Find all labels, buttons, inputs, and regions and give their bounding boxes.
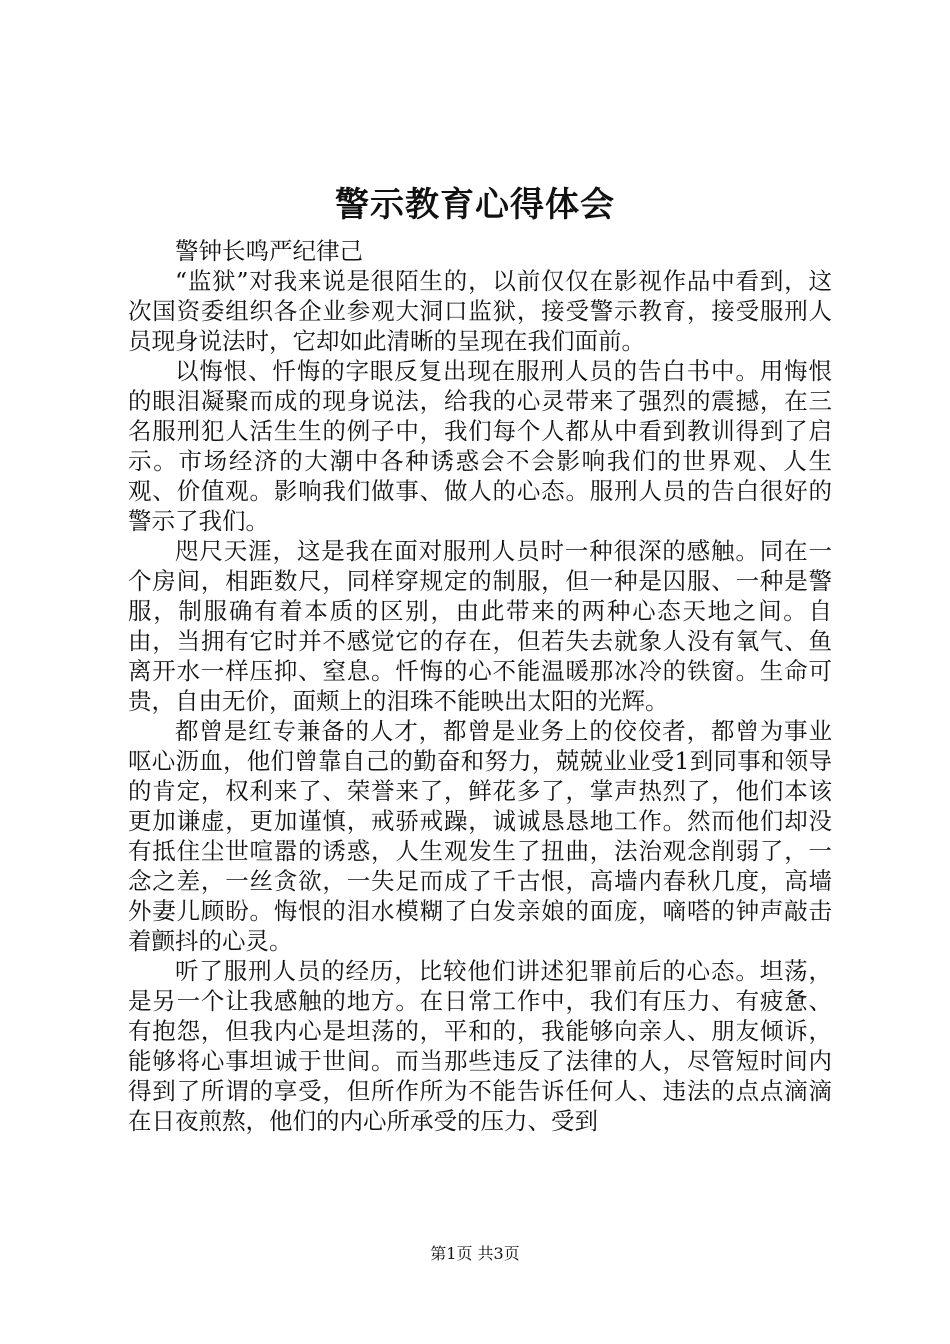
page-footer bbox=[0, 1242, 950, 1266]
document-body bbox=[128, 236, 832, 1136]
document-title: 警示教育心得体会 bbox=[335, 185, 615, 225]
paragraph-1: “监狱”对我来说是很陌生的，以前仅仅在影视作品中看到，这次国资委组织各企业参观大洞口监狱，接受警示教育，接受服刑人员现身说法时，它却如此清晰的呈现在我们面前。 bbox=[128, 267, 832, 355]
paragraph-4: 都曾是红专兼备的人才，都曾是业务上的佼佼者，都曾为事业呕心沥血，他们曾靠自己的勤奋和努力，兢兢业业受1到同事和领导的肯定，权利来了、荣誉来了，鲜花多了，掌声热烈了，他们本该更加谦虚，更加谨慎，戒骄戒躁，诚诚恳恳地工作。然而他们却没有抵住尘世喧嚣的诱惑，人生观发生了扭曲，法治观念削弱了，一念之差，一丝贪欲，一失足而成了千古恨，高墙内春秋几度，高墙外妻儿顾盼。悔恨的泪水模糊了白发亲娘的面庞，嘀嗒的钟声敲击着颤抖的心灵。 bbox=[128, 717, 832, 955]
paragraph-2: 以悔恨、忏悔的字眼反复出现在服刑人员的告白书中。用悔恨的眼泪凝聚而成的现身说法，给我的心灵带来了强烈的震撼，在三名服刑犯人活生生的例子中，我们每个人都从中看到教训得到了启示。市场经济的大潮中各种诱惑会不会影响我们的世界观、人生观、价值观。影响我们做事、做人的心态。服刑人员的告白很好的警示了我们。 bbox=[128, 357, 832, 535]
document-subtitle: 警钟长鸣严纪律己 bbox=[175, 237, 363, 265]
paragraph-3: 咫尺天涯，这是我在面对服刑人员时一种很深的感触。同在一个房间，相距数尺，同样穿规定的制服，但一种是囚服、一种是警服，制服确有着本质的区别，由此带来的两种心态天地之间。自由，当拥有它时并不感觉它的存在，但若失去就象人没有氧气、鱼离开水一样压抑、窒息。忏悔的心不能温暖那冰冷的铁窗。生命可贵，自由无价，面颊上的泪珠不能映出太阳的光辉。 bbox=[128, 537, 832, 715]
paragraph-5: 听了服刑人员的经历，比较他们讲述犯罪前后的心态。坦荡，是另一个让我感触的地方。在日常工作中，我们有压力、有疲惫、有抱怨，但我内心是坦荡的，平和的，我能够向亲人、朋友倾诉，能够将心事坦诚于世间。而当那些违反了法律的人，尽管短时间内得到了所谓的享受，但所作所为不能告诉任何人、违法的点点滴滴在日夜煎熬，他们的内心所承受的压力、受到 bbox=[128, 957, 832, 1135]
page-indicator: 第1页 共3页 bbox=[430, 1244, 520, 1263]
